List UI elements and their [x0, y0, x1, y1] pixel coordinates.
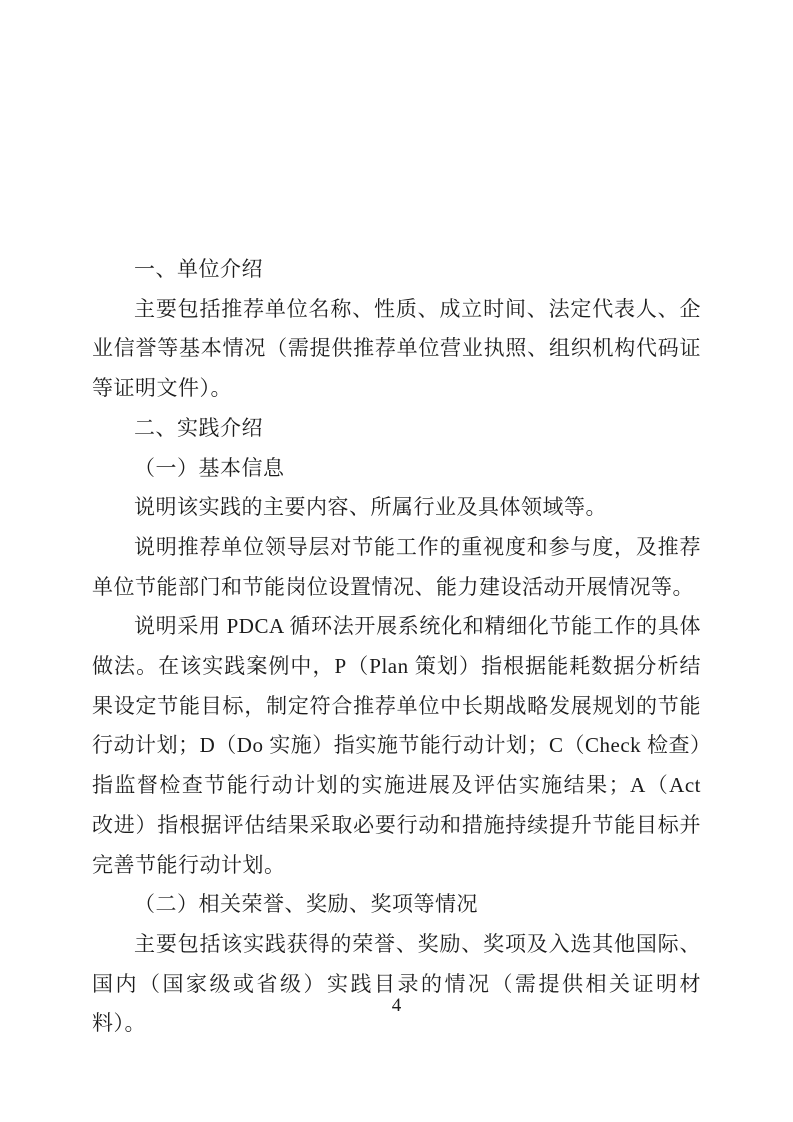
body-paragraph-pdca: 说明采用 PDCA 循环法开展系统化和精细化节能工作的具体做法。在该实践案例中，P（Plan 策划）指根据能耗数据分析结果设定节能目标，制定符合推荐单位中长期战略发展规划的节能行动计划；D（Do 实施）指实施节能行动计划；C（Check 检查）指监督检查节能行动计划的实施进展及评估实施结果；A（Act 改进）指根据评估结果采取必要行动和措施持续提升节能目标并完善节能行动计划。 — [92, 614, 701, 877]
page-number: 4 — [391, 995, 402, 1016]
subsection-heading-honors: （二）相关荣誉、奖励、奖项等情况 — [134, 892, 478, 917]
body-paragraph-practice-content: 说明该实践的主要内容、所属行业及具体领域等。 — [134, 495, 607, 520]
body-paragraph-unit-details: 主要包括推荐单位名称、性质、成立时间、法定代表人、企业信誉等基本情况（需提供推荐单位营业执照、组织机构代码证等证明文件）。 — [92, 296, 701, 401]
subsection-heading-basic-info: （一）基本信息 — [134, 455, 285, 480]
document-body — [92, 250, 701, 1044]
section-heading-practice-intro: 二、实践介绍 — [134, 415, 263, 440]
body-paragraph-leadership: 说明推荐单位领导层对节能工作的重视度和参与度，及推荐单位节能部门和节能岗位设置情况、能力建设活动开展情况等。 — [92, 534, 701, 599]
section-heading-unit-intro: 一、单位介绍 — [134, 257, 263, 281]
body-paragraph-honors-details: 主要包括该实践获得的荣誉、奖励、奖项及入选其他国际、国内（国家级或省级）实践目录的情况（需提供相关证明材料）。 — [92, 931, 701, 1036]
